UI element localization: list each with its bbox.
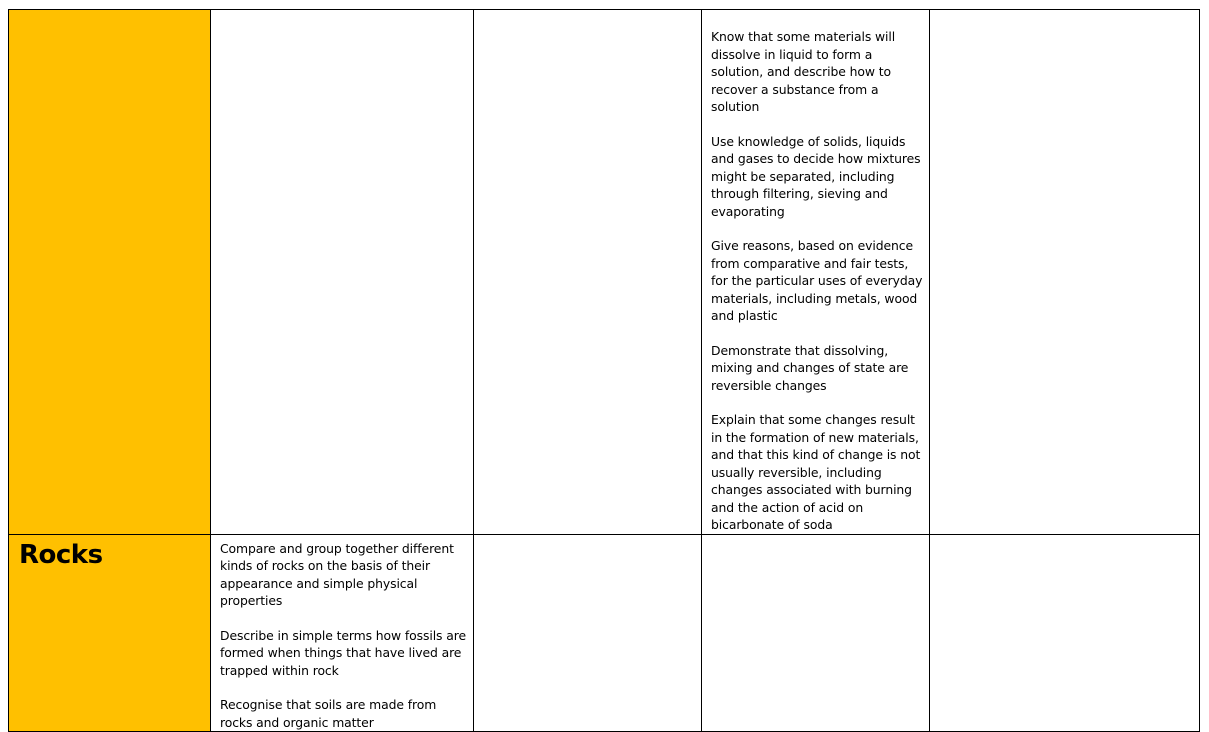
objective-statement: Recognise that soils are made from rocks and organic matter	[220, 697, 437, 730]
objective-statement: Describe in simple terms how fossils are formed when things that have lived are trapped within rock	[220, 627, 466, 678]
objectives-cell	[474, 10, 702, 535]
objectives-cell	[702, 10, 930, 535]
objectives-cell	[211, 10, 474, 535]
objectives-list	[211, 10, 473, 28]
objective-statement: Explain that some changes result in the formation of new materials, and that this kind of change is not usually reversible, including changes associated with burning and the action of acid on bicarbonate of soda	[711, 412, 921, 532]
objective-statement: Compare and group together different kinds of rocks on the basis of their appearance and simple physical properties	[220, 540, 454, 608]
objective-statement: Know that some materials will dissolve in liquid to form a solution, and describe how to recover a substance from a solution	[711, 29, 896, 114]
objective-statement: Give reasons, based on evidence from comparative and fair tests, for the particular uses of everyday materials, including metals, wood and plastic	[711, 238, 923, 323]
objectives-list	[474, 535, 701, 540]
curriculum-table	[8, 9, 1200, 732]
objectives-list	[474, 10, 701, 28]
objective-statement: Use knowledge of solids, liquids and gases to decide how mixtures might be separated, including through filtering, sieving and evaporating	[711, 133, 921, 219]
objective-statement: Demonstrate that dissolving, mixing and changes of state are reversible changes	[711, 342, 909, 393]
objectives-list	[930, 10, 1199, 28]
objectives-list	[702, 535, 929, 540]
topic-label: Rocks	[19, 539, 103, 570]
topic-label	[9, 10, 210, 14]
objectives-cell	[930, 10, 1200, 535]
topic-cell	[9, 10, 211, 535]
objectives-list	[930, 535, 1199, 540]
table-row	[9, 10, 1200, 535]
objectives-list	[702, 10, 929, 534]
